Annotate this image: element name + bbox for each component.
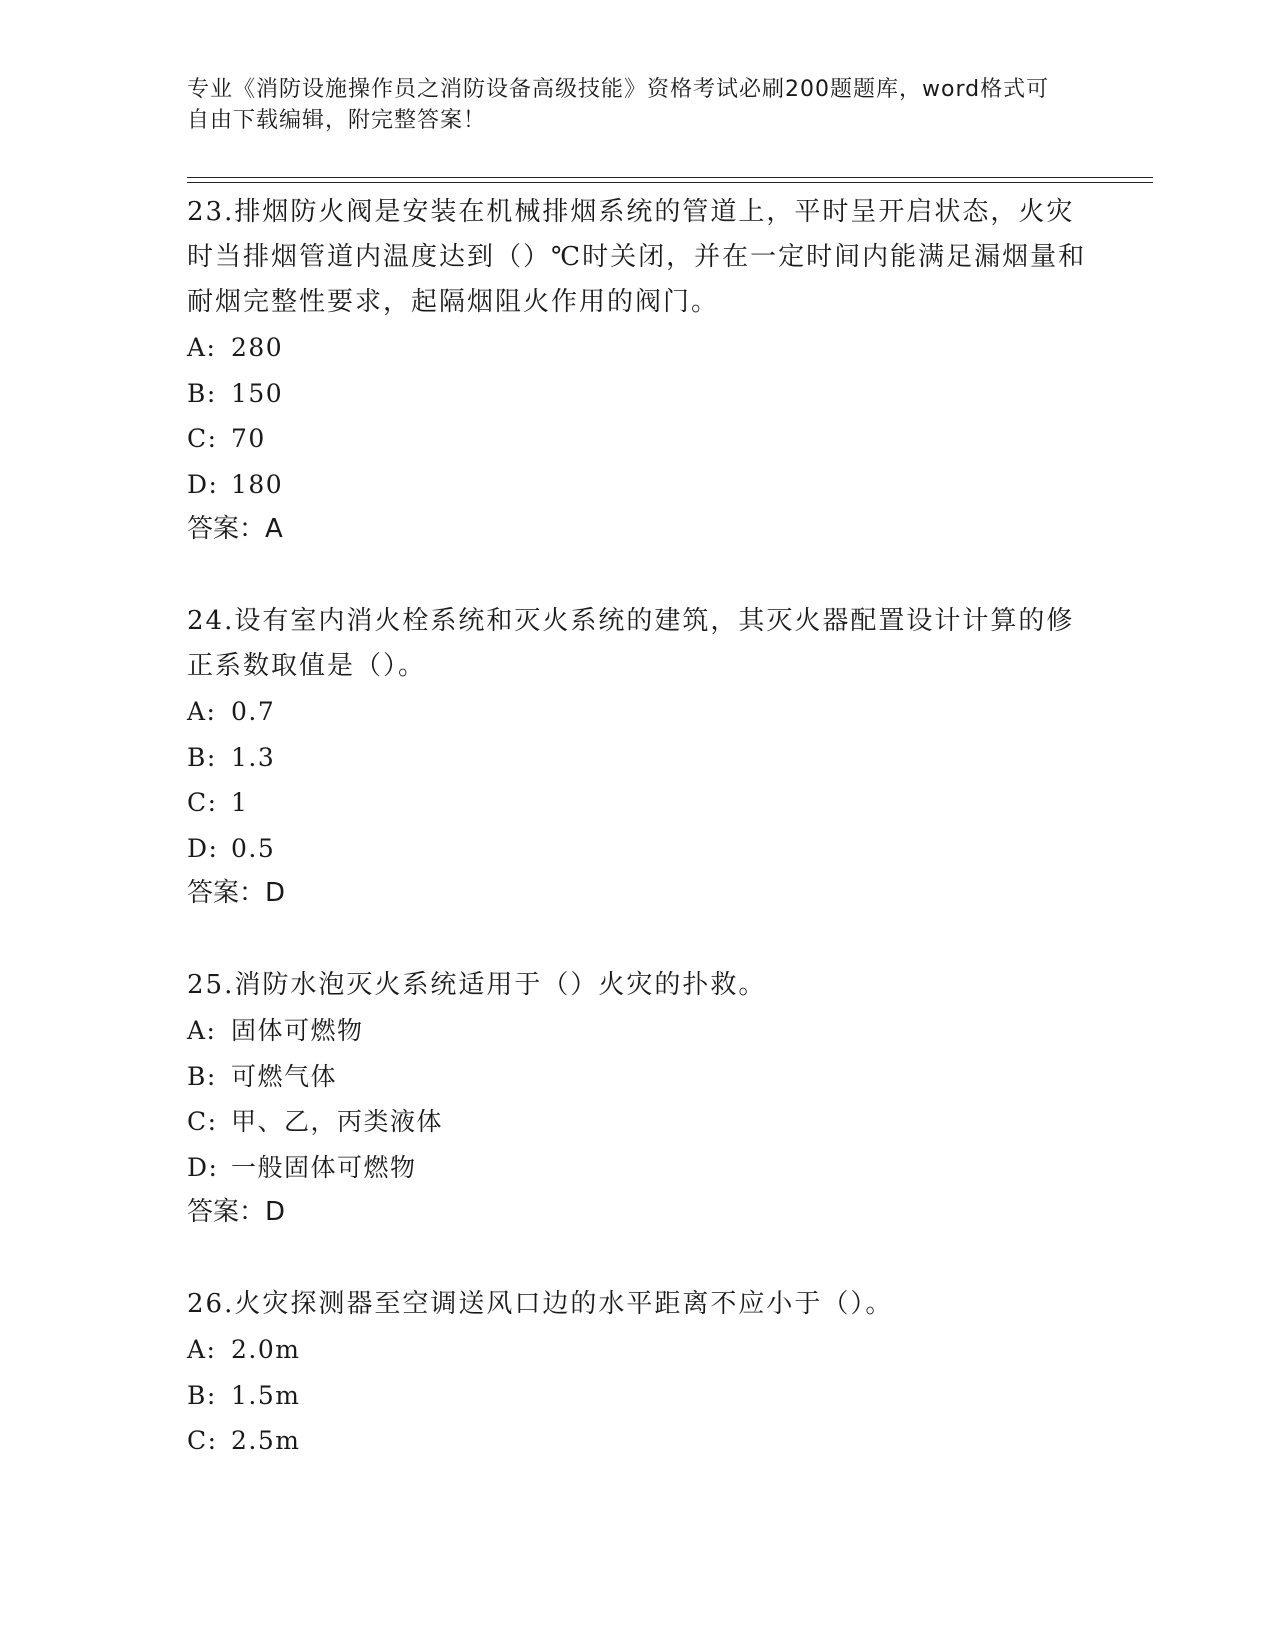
answer-line (187, 871, 1087, 916)
answer-line (187, 507, 1087, 552)
option-b (187, 735, 1087, 781)
option-label: C: (187, 1426, 218, 1455)
option-d (187, 1145, 1087, 1191)
answer-label: 答案： (187, 514, 266, 544)
question-24 (187, 599, 1087, 916)
option-text: 1.3 (231, 742, 276, 772)
option-b (187, 1373, 1087, 1419)
header-divider-top (187, 177, 1153, 178)
option-text: 一般固体可燃物 (231, 1152, 417, 1182)
option-label: B: (187, 1380, 217, 1410)
document-header: 专业《消防设施操作员之消防设备高级技能》资格考试必刷200题题库，word格式可自由下载编辑，附完整答案！ (187, 77, 1050, 133)
option-text: 180 (231, 469, 284, 499)
answer-line (187, 1190, 1087, 1235)
option-a (187, 689, 1087, 735)
option-text: 0.7 (231, 697, 276, 726)
question-text: 25.消防水泡灭火系统适用于（）火灾的扑救。 (187, 970, 767, 1000)
question-26 (187, 1282, 1087, 1464)
option-label: B: (187, 742, 217, 772)
question-text: 26.火灾探测器至空调送风口边的水平距离不应小于（）。 (187, 1289, 894, 1319)
option-text: 150 (231, 378, 284, 408)
option-text: 2.0m (231, 1335, 301, 1364)
option-a (187, 325, 1087, 371)
option-c (187, 1099, 1087, 1145)
option-text: 280 (231, 333, 284, 362)
option-text: 固体可燃物 (231, 1016, 364, 1045)
answer-value: D (265, 1197, 286, 1227)
option-text: 1 (231, 788, 249, 817)
answer-label: 答案： (187, 878, 266, 908)
option-text: 70 (231, 424, 266, 453)
option-a (187, 1008, 1087, 1054)
question-23 (187, 190, 1087, 552)
option-label: D: (187, 1152, 219, 1182)
question-list (187, 190, 1087, 1464)
option-text: 甲、乙，丙类液体 (231, 1107, 444, 1136)
option-label: B: (187, 1061, 217, 1091)
answer-value: D (265, 878, 286, 908)
option-label: A: (187, 1016, 217, 1045)
option-d (187, 826, 1087, 872)
option-c (187, 1418, 1087, 1464)
option-a (187, 1327, 1087, 1373)
option-label: B: (187, 378, 217, 408)
option-b (187, 371, 1087, 417)
option-text: 可燃气体 (231, 1061, 338, 1091)
option-label: C: (187, 788, 218, 817)
option-d (187, 462, 1087, 508)
option-label: C: (187, 424, 218, 453)
option-text: 2.5m (231, 1426, 301, 1455)
answer-value: A (265, 514, 283, 544)
option-b (187, 1054, 1087, 1100)
option-label: A: (187, 333, 217, 362)
option-text: 1.5m (231, 1380, 301, 1410)
option-label: A: (187, 1335, 217, 1364)
option-text: 0.5 (231, 833, 276, 863)
answer-label: 答案： (187, 1197, 266, 1227)
question-25 (187, 963, 1087, 1235)
option-label: D: (187, 469, 219, 499)
question-text: 24.设有室内消火栓系统和灭火系统的建筑，其灭火器配置设计计算的修正系数取值是（）。 (187, 606, 1075, 681)
header-divider-bottom (187, 182, 1153, 183)
option-c (187, 416, 1087, 462)
question-text: 23.排烟防火阀是安装在机械排烟系统的管道上，平时呈开启状态，火灾时当排烟管道内温度达到（）℃时关闭，并在一定时间内能满足漏烟量和耐烟完整性要求，起隔烟阻火作用的阀门。 (187, 197, 1087, 317)
option-label: A: (187, 697, 217, 726)
option-c (187, 780, 1087, 826)
option-label: C: (187, 1107, 218, 1136)
option-label: D: (187, 833, 219, 863)
